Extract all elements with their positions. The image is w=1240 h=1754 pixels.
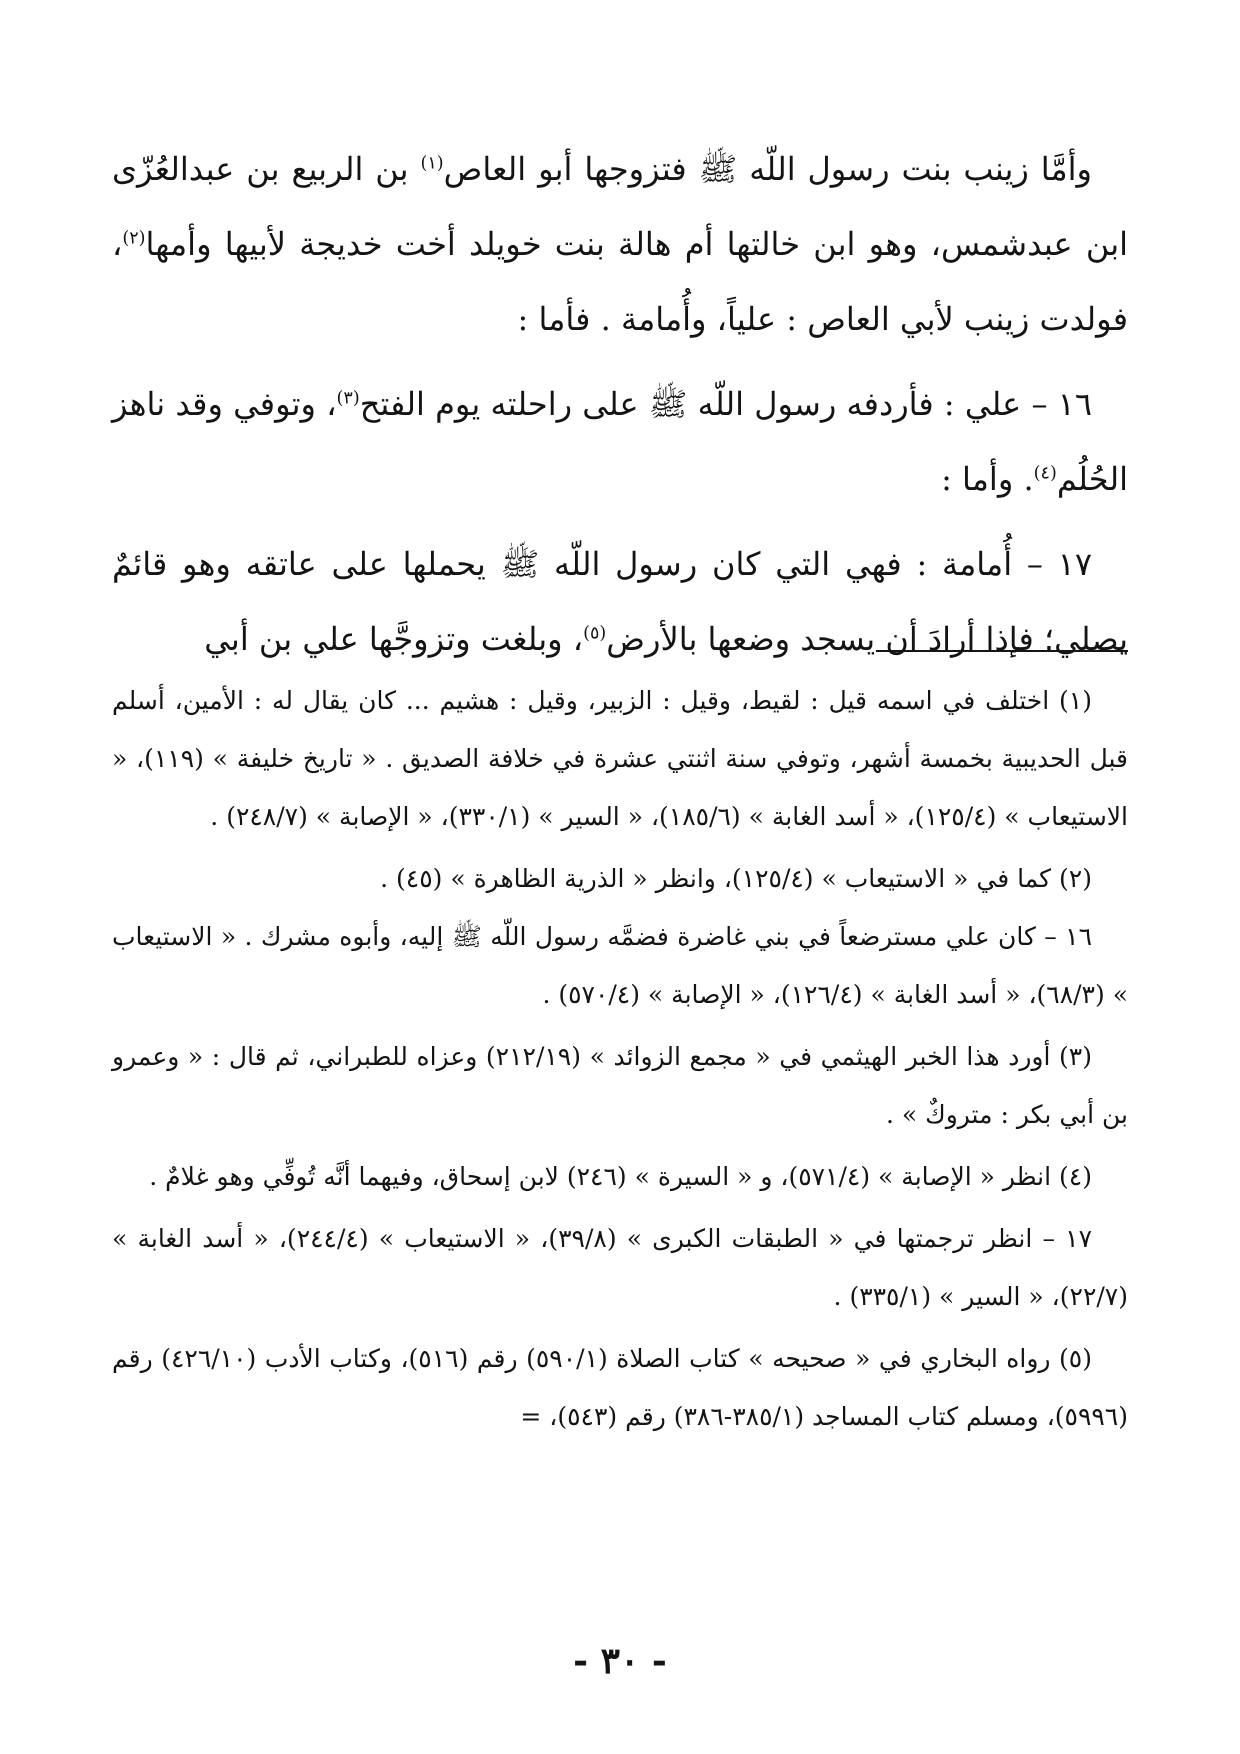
footnote-ref-3[interactable]: (٣)	[336, 388, 360, 409]
footnotes	[112, 672, 1128, 1446]
text-run: بن الربيع بن عبدالعُزّى ابن عبدشمس، وهو ابن خالتها أم هالة بنت خويلد أخت خديجة لأبيها وأمها	[112, 150, 1128, 263]
text-run: وأمَّا زينب بنت رسول اللّه ﷺ فتزوجها أبو العاص	[443, 150, 1092, 188]
footnote-ref-5[interactable]: (٥)	[583, 623, 607, 644]
footnote-1: (١) اختلف في اسمه قيل : لقيط، وقيل : الزبير، وقيل : هشيم ... كان يقال له : الأمين، أسلم قبل الحديبية بخمسة أشهر، وتوفي سنة اثنتي عشرة في خلافة الصديق . « تاريخ خليفة » (١١٩)، « الاستيعاب » (١٢٥/٤)، « أسد الغابة » (١٨٥/٦)، « السير » (٣٣٠/١)، « الإصابة » (٢٤٨/٧) .	[112, 686, 1128, 831]
text-run: ، وبلغت وتزوجَّها علي بن أبي	[204, 620, 584, 658]
paragraph-zaynab	[112, 132, 1128, 357]
footnote-4: (٤) انظر « الإصابة » (٥٧١/٤)، و « السيرة » (٢٤٦) لابن إسحاق، وفيهما أنَّه تُوفِّي وهو غلامٌ .	[149, 1162, 1092, 1191]
paragraph-ali	[112, 367, 1128, 517]
footnote-2-biography: ١٦ – كان علي مسترضعاً في بني غاضرة فضمَّه رسول اللّه ﷺ إليه، وأبوه مشرك . « الاستيعاب » (٦٨/٣)، « أسد الغابة » (١٢٦/٤)، « الإصابة » (٥٧٠/٤) .	[112, 922, 1128, 1009]
text-run: . وأما :	[941, 460, 1034, 498]
footnote-separator	[876, 650, 1128, 652]
footnote-3: (٣) أورد هذا الخبر الهيثمي في « مجمع الزوائد » (٢١٢/١٩) وعزاه للطبراني، ثم قال : « وعمرو بن أبي بكر : متروكٌ » .	[112, 1042, 1128, 1129]
text-run: ١٧ – أُمامة : فهي التي كان رسول اللّه ﷺ يحملها على عاتقه وهو قائمٌ يصلي؛ فإذا أرادَ أن يسجد وضعها بالأرض	[112, 545, 1128, 658]
main-text	[112, 132, 1128, 677]
text-run: ١٦ – علي : فأردفه رسول اللّه ﷺ على راحلته يوم الفتح	[359, 385, 1093, 423]
footnote-4-biography: ١٧ – انظر ترجمتها في « الطبقات الكبرى » (٣٩/٨)، « الاستيعاب » (٢٤٤/٤)، « أسد الغابة » (٢٢/٧)، « السير » (٣٣٥/١) .	[112, 1224, 1128, 1311]
paragraph-umama	[112, 527, 1128, 677]
footnote-5: (٥) رواه البخاري في « صحيحه » كتاب الصلاة (٥٩٠/١) رقم (٥١٦)، وكتاب الأدب (٤٢٦/١٠) رقم (٥٩٩٦)، ومسلم كتاب المساجد (٣٨٥/١-٣٨٦) رقم (٥٤٣)، =	[112, 1344, 1128, 1431]
page-number: - ٣٠ -	[573, 1640, 667, 1682]
text-run: ، وتوفي وقد ناهز الحُلُم	[112, 385, 1128, 498]
footnote-2: (٢) كما في « الاستيعاب » (١٢٥/٤)، وانظر « الذرية الظاهرة » (٤٥) .	[380, 864, 1092, 893]
footnote-ref-2[interactable]: (٢)	[122, 228, 146, 249]
footnote-ref-1[interactable]: (١)	[420, 153, 444, 174]
text-run: ، فولدت زينب لأبي العاص : علياً، وأُمامة . فأما :	[112, 225, 1128, 338]
footnote-ref-4[interactable]: (٤)	[1033, 463, 1057, 484]
